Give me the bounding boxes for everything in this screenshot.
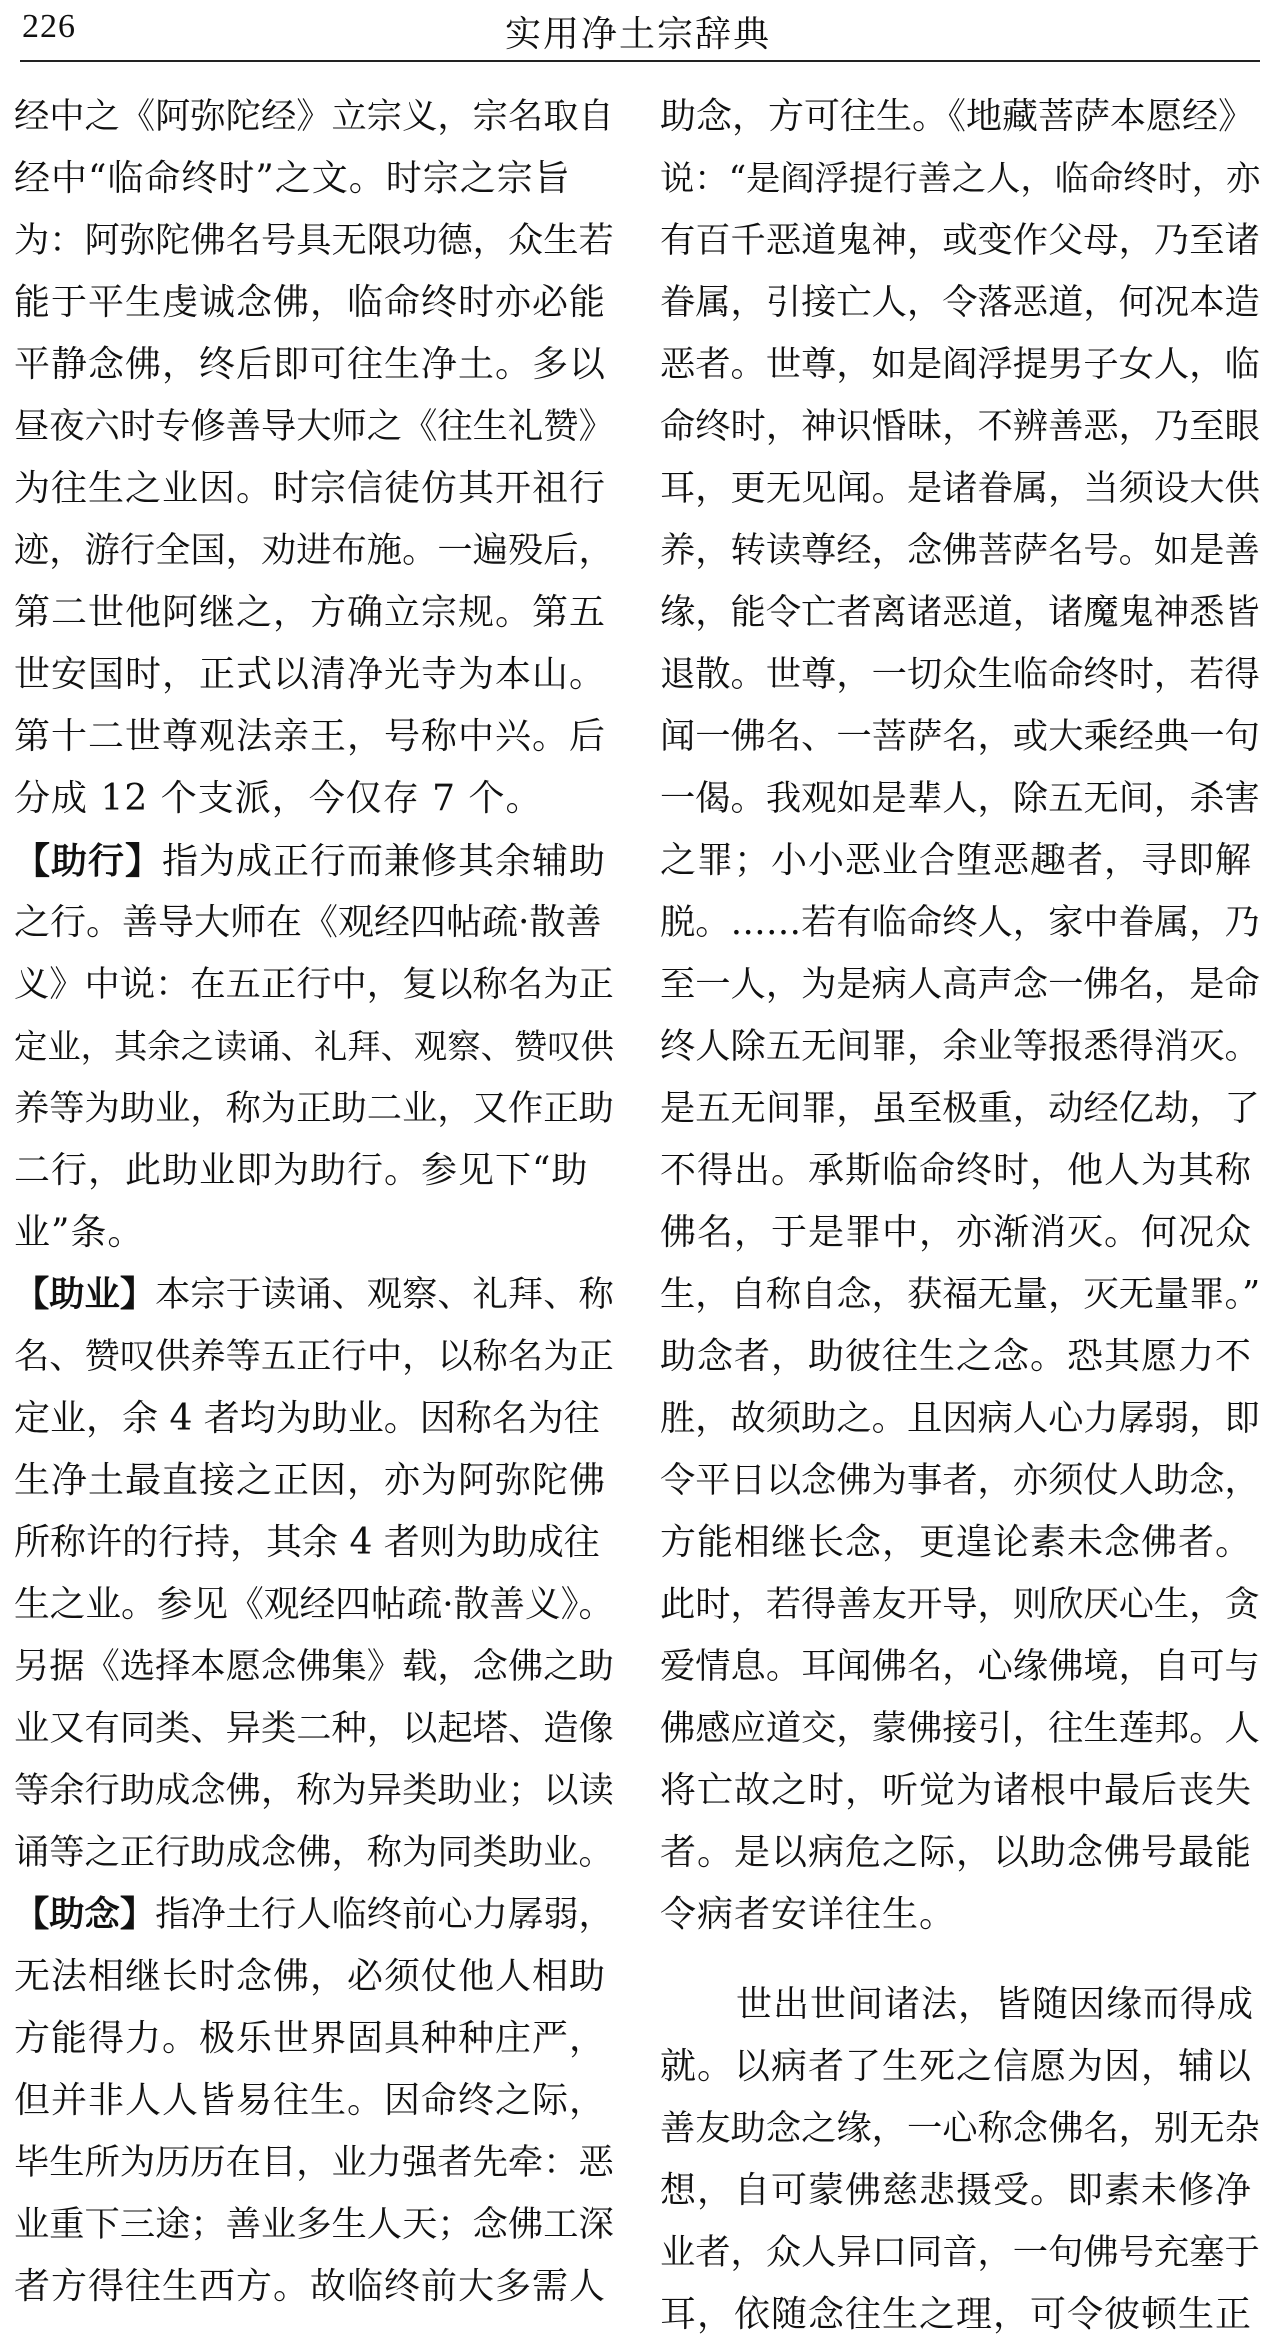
line-text: 业者，众人异口同音，一句佛号充塞于 xyxy=(660,2232,1260,2273)
line-text: 是五无间罪，虽至极重，动经亿劫，了 xyxy=(660,1088,1260,1129)
text-line xyxy=(660,954,1260,1016)
text-line xyxy=(660,830,1260,892)
line-text: 诵等之正行助成念佛，称为同类助业。 xyxy=(14,1832,614,1873)
text-line xyxy=(660,1016,1260,1078)
text-line xyxy=(14,2256,614,2318)
line-text: 恶者。世尊，如是阎浮提男子女人，临 xyxy=(660,344,1260,385)
text-line xyxy=(14,1326,614,1388)
line-text: 爱情息。耳闻佛名，心缘佛境，自可与 xyxy=(660,1646,1260,1687)
text-line xyxy=(660,1574,1260,1636)
line-text: 第十二世尊观法亲王，号称中兴。后 xyxy=(14,716,607,757)
text-line xyxy=(14,2008,614,2070)
running-title: 实用净土宗辞典 xyxy=(505,14,772,55)
entry-headword: 【助念】 xyxy=(14,1894,156,1935)
line-text: 耳，更无见闻。是诸眷属，当须设大供 xyxy=(660,468,1260,509)
line-text: 为往生之业因。时宗信徒仿其开祖行 xyxy=(14,468,607,509)
line-text: 为：阿弥陀佛名号具无限功德，众生若 xyxy=(14,220,614,261)
text-line xyxy=(660,1264,1260,1326)
text-line xyxy=(14,1946,614,2008)
line-text: 另据《选择本愿念佛集》载，念佛之助 xyxy=(14,1646,614,1687)
text-line xyxy=(14,1450,614,1512)
text-line xyxy=(660,334,1260,396)
line-text: 本宗于读诵、观察、礼拜、称 xyxy=(155,1274,614,1315)
text-line xyxy=(14,2070,614,2132)
line-text: 指为成正行而兼修其余辅助 xyxy=(162,841,607,882)
text-line xyxy=(660,1326,1260,1388)
line-text: 养，转读尊经，念佛菩萨名号。如是善 xyxy=(660,530,1260,571)
line-text: 养等为助业，称为正助二业，又作正助 xyxy=(14,1088,614,1129)
text-line xyxy=(14,272,614,334)
right-column xyxy=(660,86,1260,2346)
text-line xyxy=(14,1202,614,1264)
text-line xyxy=(660,1884,1260,1946)
line-text: 指净土行人临终前心力孱弱， xyxy=(155,1894,614,1935)
line-text: 世安国时，正式以清净光寺为本山。 xyxy=(14,654,607,695)
text-line xyxy=(660,272,1260,334)
text-line xyxy=(14,1512,614,1574)
text-line xyxy=(660,1698,1260,1760)
line-text: 平静念佛，终后即可往生净土。多以 xyxy=(14,344,607,385)
line-text: 经中之《阿弥陀经》立宗义，宗名取自 xyxy=(14,96,614,137)
line-text: 无法相继长时念佛，必须仗他人相助 xyxy=(14,1956,607,1997)
text-line xyxy=(14,706,614,768)
line-text: 不得出。承斯临命终时，他人为其称 xyxy=(660,1150,1253,1191)
line-text: 生之业。参见《观经四帖疏·散善义》。 xyxy=(14,1584,615,1625)
line-text: 将亡故之时，听觉为诸根中最后丧失 xyxy=(660,1770,1253,1811)
text-line xyxy=(660,644,1260,706)
text-line xyxy=(660,1636,1260,1698)
line-text: 耳，依随念往生之理，可令彼顿生正 xyxy=(660,2294,1253,2335)
line-text: 一偈。我观如是辈人，除五无间，杀害 xyxy=(660,778,1260,819)
text-line xyxy=(14,1388,614,1450)
text-line xyxy=(14,1636,614,1698)
text-line xyxy=(14,2194,614,2256)
text-line xyxy=(660,892,1260,954)
text-line xyxy=(14,1140,614,1202)
line-text: 业又有同类、异类二种，以起塔、造像 xyxy=(14,1708,614,1749)
line-text: 第二世他阿继之，方确立宗规。第五 xyxy=(14,592,607,633)
line-text: 胜，故须助之。且因病人心力孱弱，即 xyxy=(660,1398,1260,1439)
line-text: 者方得往生西方。故临终前大多需人 xyxy=(14,2266,607,2307)
line-text: 生，自称自念，获福无量，灭无量罪。” xyxy=(660,1274,1261,1315)
text-line xyxy=(14,830,614,892)
line-text: 定业，余 4 者均为助业。因称名为往 xyxy=(14,1398,600,1439)
text-line xyxy=(14,1698,614,1760)
text-line xyxy=(14,334,614,396)
text-line xyxy=(660,2098,1260,2160)
header-rule xyxy=(20,60,1260,62)
line-text: 眷属，引接亡人，令落恶道，何况本造 xyxy=(660,282,1260,323)
text-line xyxy=(14,458,614,520)
line-text: 分成 12 个支派，今仅存 7 个。 xyxy=(14,778,543,819)
line-text: 能于平生虔诚念佛，临命终时亦必能 xyxy=(14,282,607,323)
text-line xyxy=(14,1884,614,1946)
line-text: 生净土最直接之正因，亦为阿弥陀佛 xyxy=(14,1460,607,1501)
line-text: 经中“临命终时”之文。时宗之宗旨 xyxy=(14,158,571,199)
text-line xyxy=(660,768,1260,830)
line-text: 所称许的行持，其余 4 者则为助成往 xyxy=(14,1522,600,1563)
text-line xyxy=(14,768,614,830)
text-line xyxy=(660,2160,1260,2222)
line-text: 昼夜六时专修善导大师之《往生礼赞》 xyxy=(14,406,614,447)
text-line xyxy=(660,1078,1260,1140)
line-text: 业”条。 xyxy=(14,1212,145,1253)
text-line xyxy=(14,644,614,706)
text-line xyxy=(660,2222,1260,2284)
text-line xyxy=(660,1512,1260,1574)
line-text: 退散。世尊，一切众生临命终时，若得 xyxy=(660,654,1260,695)
line-text: 但并非人人皆易往生。因命终之际， xyxy=(14,2080,607,2121)
line-text: 脱。……若有临命终人，家中眷属，乃 xyxy=(660,902,1260,943)
line-text: 佛名，于是罪中，亦渐消灭。何况众 xyxy=(660,1212,1253,1253)
text-line xyxy=(14,86,614,148)
line-text: 义》中说：在五正行中，复以称名为正 xyxy=(14,964,614,1005)
line-text: 命终时，神识惛昧，不辨善恶，乃至眼 xyxy=(660,406,1260,447)
line-text: 定业，其余之读诵、礼拜、观察、赞叹供 xyxy=(14,1027,614,1066)
line-text: 佛感应道交，蒙佛接引，往生莲邦。人 xyxy=(660,1708,1260,1749)
text-line xyxy=(660,458,1260,520)
line-text: 闻一佛名、一菩萨名，或大乘经典一句 xyxy=(660,716,1260,757)
text-line xyxy=(660,1974,1260,2036)
text-line xyxy=(660,148,1260,210)
text-line xyxy=(660,1202,1260,1264)
line-text: 有百千恶道鬼神，或变作父母，乃至诸 xyxy=(660,220,1260,261)
text-line xyxy=(14,582,614,644)
text-line xyxy=(660,706,1260,768)
text-line xyxy=(14,1760,614,1822)
text-line xyxy=(14,954,614,1016)
line-text: 此时，若得善友开导，则欣厌心生，贪 xyxy=(660,1584,1260,1625)
line-text: 之罪；小小恶业合堕恶趣者，寻即解 xyxy=(660,840,1253,881)
line-text: 助念，方可往生。《地藏菩萨本愿经》 xyxy=(660,96,1255,137)
text-line xyxy=(660,2284,1260,2346)
text-line xyxy=(660,396,1260,458)
text-line xyxy=(660,1822,1260,1884)
text-line xyxy=(14,1822,614,1884)
line-text: 者。是以病危之际，以助念佛号最能 xyxy=(660,1832,1253,1873)
text-line xyxy=(660,520,1260,582)
text-line xyxy=(14,396,614,458)
line-text: 业重下三途；善业多生人天；念佛工深 xyxy=(14,2204,614,2245)
entry-headword: 【助行】 xyxy=(14,840,163,882)
text-line xyxy=(660,1140,1260,1202)
left-column xyxy=(14,86,614,2318)
text-line xyxy=(14,2132,614,2194)
text-line xyxy=(660,86,1260,148)
line-text: 令平日以念佛为事者，亦须仗人助念， xyxy=(660,1460,1260,1501)
line-text: 方能得力。极乐世界固具种种庄严， xyxy=(14,2018,607,2059)
text-line xyxy=(660,1760,1260,1822)
entry-headword: 【助业】 xyxy=(14,1274,156,1315)
text-line xyxy=(660,1450,1260,1512)
text-line xyxy=(660,1388,1260,1450)
line-text: 名、赞叹供养等五正行中，以称名为正 xyxy=(14,1336,614,1377)
line-text: 迹，游行全国，劝进布施。一遍殁后， xyxy=(14,530,614,571)
text-line xyxy=(14,210,614,272)
page-number: 226 xyxy=(22,8,76,45)
line-text: 终人除五无间罪，余业等报悉得消灭。 xyxy=(660,1026,1260,1067)
line-text: 二行，此助业即为助行。参见下“助 xyxy=(14,1150,589,1191)
line-text: 令病者安详往生。 xyxy=(660,1894,957,1935)
line-text: 想，自可蒙佛慈悲摄受。即素未修净 xyxy=(660,2170,1253,2211)
page-header xyxy=(0,0,1277,62)
line-text: 就。以病者了生死之信愿为因，辅以 xyxy=(660,2046,1253,2087)
line-text: 善友助念之缘，一心称念佛名，别无杂 xyxy=(660,2108,1260,2149)
text-line xyxy=(660,210,1260,272)
text-line xyxy=(660,2036,1260,2098)
line-text: 至一人，为是病人高声念一佛名，是命 xyxy=(660,964,1260,1005)
line-text: 之行。善导大师在《观经四帖疏·散善 xyxy=(14,902,602,943)
line-text: 方能相继长念，更遑论素未念佛者。 xyxy=(660,1522,1253,1563)
line-text: 缘，能令亡者离诸恶道，诸魔鬼神悉皆 xyxy=(660,592,1260,633)
text-line xyxy=(14,1016,614,1078)
text-line xyxy=(14,1574,614,1636)
line-text: 世出世间诸法，皆随因缘而得成 xyxy=(736,1984,1255,2025)
line-text: 等余行助成念佛，称为异类助业；以读 xyxy=(14,1770,614,1811)
text-line xyxy=(14,1078,614,1140)
text-line xyxy=(660,582,1260,644)
line-text: 说：“是阎浮提行善之人，临命终时，亦 xyxy=(660,159,1261,199)
line-text: 毕生所为历历在目，业力强者先牵：恶 xyxy=(14,2142,614,2183)
text-line xyxy=(14,148,614,210)
text-line xyxy=(14,892,614,954)
line-text: 助念者，助彼往生之念。恐其愿力不 xyxy=(660,1336,1253,1377)
text-line xyxy=(14,520,614,582)
text-line xyxy=(14,1264,614,1326)
